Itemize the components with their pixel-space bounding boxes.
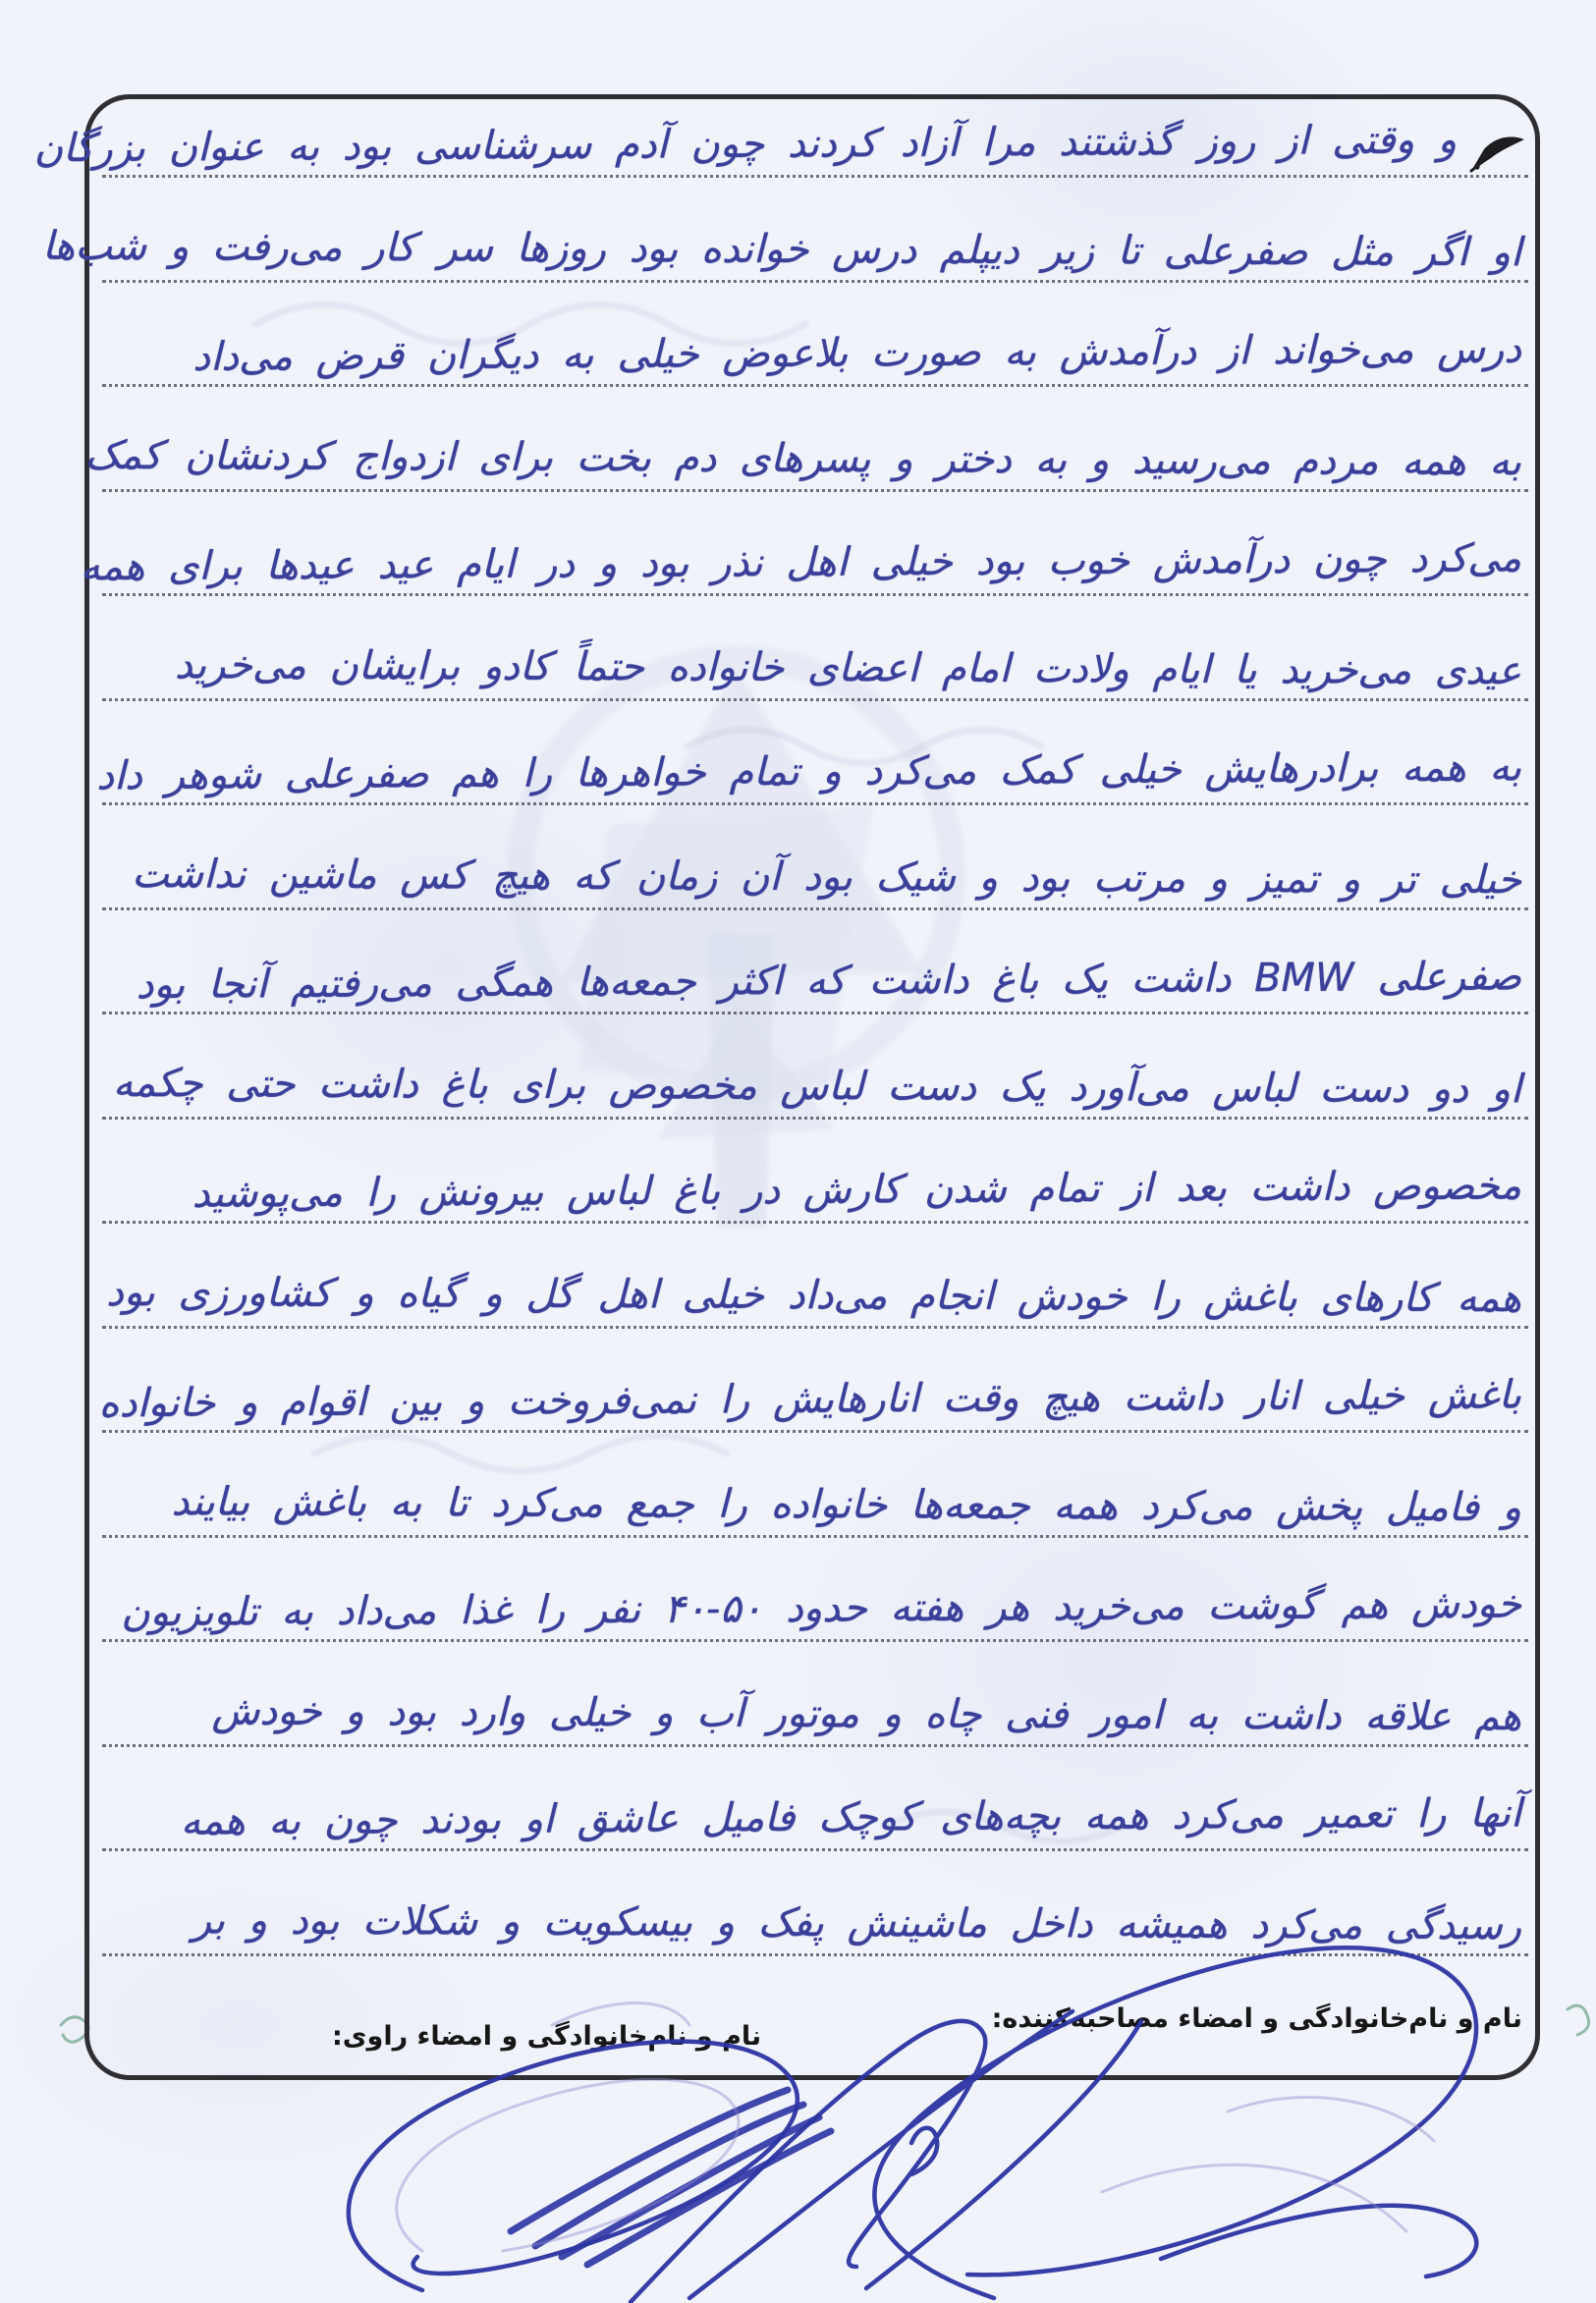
handwritten-line: عیدی می‌خرید یا ایام ولادت امام اعضای خانواده حتماً کادو برایشان می‌خرید <box>174 642 1522 694</box>
handwritten-line: باغش خیلی انار داشت هیچ وقت انارهایش را نمی‌فروخت و بین اقوام و خانواده <box>98 1372 1522 1427</box>
handwritten-line: صفرعلی BMW داشت یک باغ داشت که اکثر جمعه‌ها همگی می‌رفتیم آنجا بود <box>136 954 1522 1009</box>
handwritten-line: هم علاقه داشت به امور فنی چاه و موتور آب و خیلی وارد بود و خودش <box>211 1688 1522 1740</box>
handwritten-line: خودش هم گوشت می‌خرید هر هفته حدود ۵۰-۴۰ نفر را غذا می‌داد به تلویزیون <box>120 1581 1522 1636</box>
narrator-signature-label: نام و نام‌خانوادگی و امضاء راوی: <box>332 2021 762 2052</box>
handwritten-line: و فامیل پخش می‌کرد همه جمعه‌ها خانواده را جمع می‌کرد تا به باغش بیایند <box>171 1479 1522 1531</box>
handwritten-line: همه کارهای باغش را خودش انجام می‌داد خیلی اهل گل و گیاه و کشاورزی بود <box>105 1269 1522 1322</box>
handwritten-line: و وقتی از روز گذشتند مرا آزاد کردند چون آدم سرشناسی بود به عنوان بزرگان <box>33 117 1458 172</box>
signature-scrawl <box>0 1895 1596 2303</box>
handwritten-line: به همه مردم می‌رسید و به دختر و پسرهای دم بخت برای ازدواج کردنشان کمک <box>84 432 1522 485</box>
handwritten-line: خیلی تر و تمیز و مرتب بود و شیک بود آن زمان که هیچ کس ماشین نداشت <box>132 851 1522 904</box>
handwritten-line: درس می‌خواند از درآمدش به صورت بلاعوض خیلی به دیگران قرض می‌داد <box>193 326 1522 380</box>
handwritten-line: آنها را تعمیر می‌کرد همه بچه‌های کوچک فامیل عاشق او بودند چون به همه <box>180 1790 1522 1844</box>
handwritten-line: رسیدگی می‌کرد همیشه داخل ماشینش پفک و بیسکویت و شکلات بود و بر <box>192 1897 1522 1949</box>
interviewer-signature-label: نام و نام‌خانوادگی و امضاء مصاحبه‌کننده: <box>991 2003 1522 2034</box>
handwritten-line: می‌کرد چون درآمدش خوب بود خیلی اهل نذر بود و در ایام عید عیدها برای همه <box>80 535 1522 590</box>
handwritten-line: او اگر مثل صفرعلی تا زیر دیپلم درس خوانده بود روزها سر کار می‌رفت و شب‌ها <box>41 223 1522 276</box>
handwritten-line: مخصوص داشت بعد از تمام شدن کارش در باغ لباس بیرونش را می‌پوشید <box>192 1163 1522 1217</box>
handwritten-line: به همه برادرهایش خیلی کمک می‌کرد و تمام خواهرها را هم صفرعلی شوهر داد <box>96 744 1522 799</box>
handwritten-line: او دو دست لباس می‌آورد یک دست لباس مخصوص برای باغ داشت حتی چکمه <box>113 1060 1522 1113</box>
